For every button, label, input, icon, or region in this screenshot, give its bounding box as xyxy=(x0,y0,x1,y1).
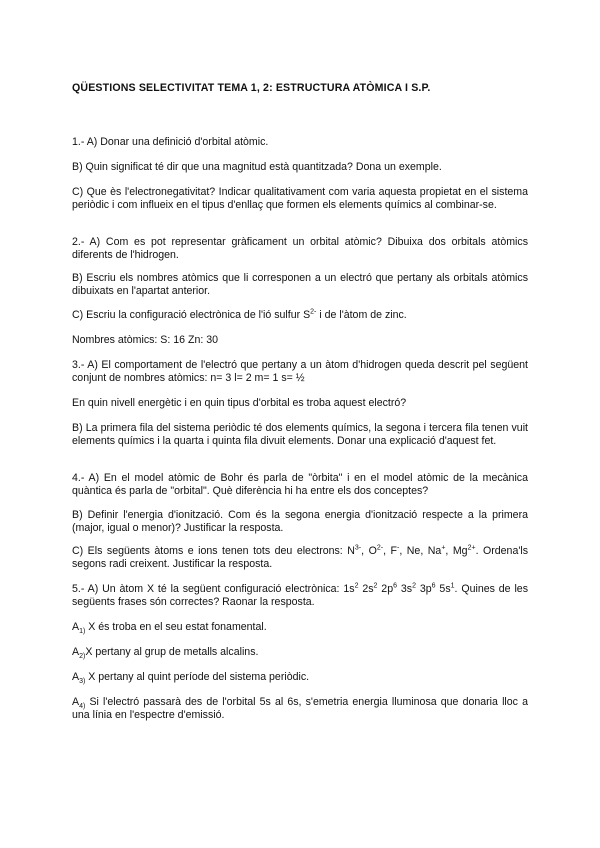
q5-item-text: Si l'electró passarà des de l'orbital 5s al 6s, s'emetria energia lluminosa que donaria lloc a una línia en l'espectre d'emissió. xyxy=(72,696,528,722)
q3-a: 3.- A) El comportament de l'electró que pertany a un àtom d'hidrogen queda descrit pel següent conjunt de nombres atòmics: n= 3 l= 2 m= 1 s= ½ xyxy=(72,359,528,385)
q4-c-text-end: . Ordena'ls segons radi creixent. Justificar la resposta. xyxy=(72,545,529,571)
orbital-superscript: 2 xyxy=(354,582,359,590)
ion-text: N xyxy=(347,545,355,557)
q5-item-index: 3) xyxy=(79,678,86,686)
q5-item-text: X és troba en el seu estat fonamental. xyxy=(85,621,267,633)
orbital-text: 1s xyxy=(343,583,355,595)
orbital-superscript: 2 xyxy=(373,582,378,590)
orbital-text: 3s xyxy=(397,583,413,595)
q1-c: C) Que ès l'electronegativitat? Indicar qualitativament com varia aquesta propietat en el sistema periòdic i com influeix en el tipus d'enllaç que formen els elements químics al combinar-se. xyxy=(72,186,528,212)
q5-item-index: 2) xyxy=(79,653,86,661)
q5-electron-configuration xyxy=(343,583,454,595)
q2-c-charge: 2- xyxy=(310,308,317,316)
orbital-superscript: 6 xyxy=(431,582,436,590)
q4-a: 4.- A) En el model atòmic de Bohr és parla de "òrbita" i en el model atòmic de la mecànica quàntica és parla de "orbital". Què diferència hi ha entre els dos conceptes? xyxy=(72,472,528,498)
ion-text: , Ne, Na xyxy=(399,545,442,557)
orbital-superscript: 2 xyxy=(412,582,416,590)
q4-c xyxy=(72,545,528,571)
q5-item-a4 xyxy=(72,696,528,722)
ion-superscript: 2+ xyxy=(467,544,476,552)
orbital-superscript: 1 xyxy=(450,582,455,590)
q5-item-label: A xyxy=(72,646,80,658)
q5-item-a2 xyxy=(72,646,528,659)
orbital-text: 2s xyxy=(358,583,374,595)
q5-item-label: A xyxy=(72,696,80,708)
orbital-text: 2p xyxy=(377,583,394,595)
q3-a-question: En quin nivell energètic i en quin tipus d'orbital es troba aquest electró? xyxy=(72,397,407,409)
q4-c-text: C) Els següents àtoms e ions tenen tots deu electrons: xyxy=(72,545,348,557)
q4-b: B) Definir l'energia d'ionització. Com és la segona energia d'ionització respecte a la primera (major, igual o menor)? Justificar la resposta. xyxy=(72,509,528,535)
orbital-superscript: 6 xyxy=(393,582,398,590)
q5-item-a3 xyxy=(72,671,528,684)
q2-a: 2.- A) Com es pot representar gràficament un orbital atòmic? Dibuixa dos orbitals atòmics diferents de l'hidrogen. xyxy=(72,236,528,262)
q2-b: B) Escriu els nombres atòmics que li corresponen a un electró que pertany als orbitals atòmics dibuixats en l'apartat anterior. xyxy=(72,272,528,298)
q4-ion-list xyxy=(347,545,475,557)
ion-superscript: + xyxy=(441,544,446,552)
q5-item-text: X pertany al grup de metalls alcalins. xyxy=(85,646,259,658)
page-title: QÜESTIONS SELECTIVITAT TEMA 1, 2: ESTRUCTURA ATÒMICA I S.P. xyxy=(72,82,431,94)
q5-a-text: 5.- A) Un àtom X té la següent configuració electrònica: xyxy=(72,583,344,595)
ion-text: , F xyxy=(383,545,397,557)
q2-c-text-end: i de l'àtom de zinc. xyxy=(316,309,407,321)
orbital-text: 3p xyxy=(415,583,432,595)
q5-item-label: A xyxy=(72,671,80,683)
q5-item-index: 1) xyxy=(79,628,86,636)
q5-item-label: A xyxy=(72,621,80,633)
q2-c-text: C) Escriu la configuració electrònica de l'ió sulfur S xyxy=(72,309,311,321)
ion-text: , O xyxy=(361,545,377,557)
ion-text: , Mg xyxy=(445,545,468,557)
ion-superscript: 3- xyxy=(354,544,362,552)
q1-a: 1.- A) Donar una definició d'orbital atòmic. xyxy=(72,136,269,148)
q2-atomic-numbers: Nombres atòmics: S: 16 Zn: 30 xyxy=(72,334,219,346)
q5-item-text: X pertany al quint període del sistema periòdic. xyxy=(85,671,310,683)
q3-b: B) La primera fila del sistema periòdic té dos elements químics, la segona i tercera fila tenen vuit elements químics i la quarta i quinta fila divuit elements. Donar una explicació d'aquest fet. xyxy=(72,422,528,448)
q5-item-a1 xyxy=(72,621,528,634)
q5-a xyxy=(72,583,528,609)
ion-superscript: - xyxy=(396,544,400,552)
ion-superscript: 2- xyxy=(376,544,384,552)
q5-item-index: 4) xyxy=(79,703,86,711)
q5-a-text-end: . Quines de les següents frases són correctes? Raonar la resposta. xyxy=(72,583,528,609)
orbital-text: 5s xyxy=(435,583,451,595)
q2-c xyxy=(72,309,528,322)
q1-b: B) Quin significat té dir que una magnitud està quantitzada? Dona un exemple. xyxy=(72,161,442,173)
